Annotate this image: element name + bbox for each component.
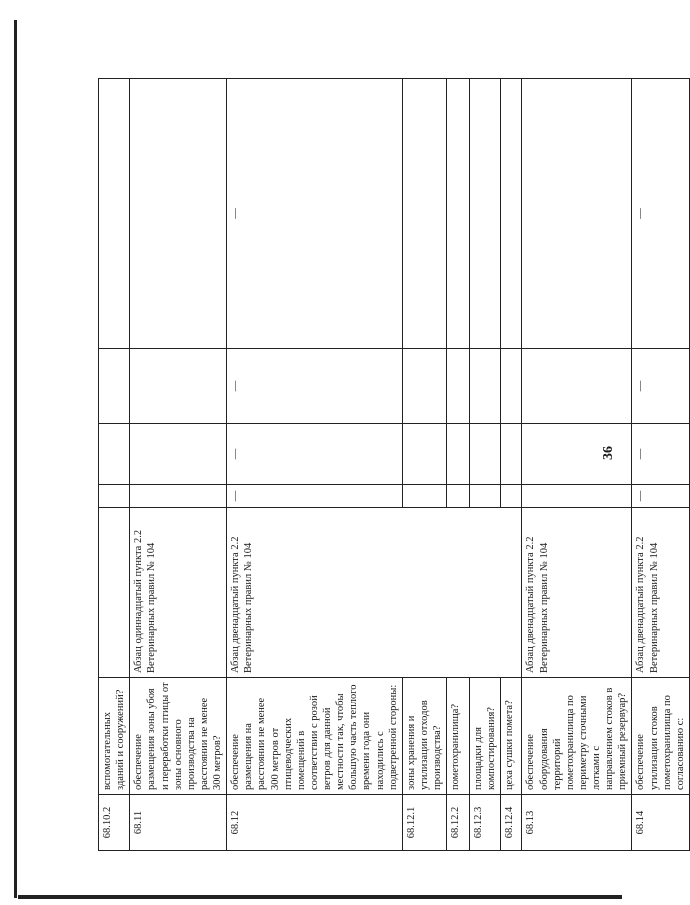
checklist-table — [98, 78, 690, 851]
table-row — [99, 79, 130, 851]
table-row — [501, 79, 522, 851]
table-row — [402, 79, 446, 851]
row-question: обеспечение размещения на расстоянии не менее 300 метров от птицеводческих помещений в соответствии с розой ветров для данной местности так, чтобы большую часть теплого времени года они находились с подветренной стороны: — [227, 678, 403, 795]
answer-cell: — — [632, 485, 690, 508]
note-cell — [470, 79, 501, 349]
row-number: 68.14 — [632, 795, 690, 851]
answer-cell: — — [227, 485, 403, 508]
scan-edge-left — [14, 20, 17, 898]
answer-cell — [470, 424, 501, 485]
answer-cell — [402, 485, 446, 508]
answer-cell: — — [227, 424, 403, 485]
answer-cell — [522, 349, 632, 424]
row-reference: Абзац двенадцатый пункта 2.2 Ветеринарных правил № 104 — [522, 508, 632, 678]
row-question: обеспечение оборудования территорий пометохранилища по периметру сточными лотками с направлением стоков в приемный резервуар? — [522, 678, 632, 795]
table-row — [522, 79, 632, 851]
answer-cell — [130, 485, 227, 508]
row-question: обеспечение размещения зоны убоя и переработки птицы от зоны основного производства на расстоянии не менее 300 метров? — [130, 678, 227, 795]
row-number: 68.10.2 — [99, 795, 130, 851]
note-cell — [447, 79, 470, 349]
answer-cell — [130, 349, 227, 424]
answer-cell — [470, 349, 501, 424]
page-number: 36 — [601, 446, 616, 460]
note-cell: — — [227, 79, 403, 349]
answer-cell — [470, 485, 501, 508]
row-question: обеспечение утилизации стоков пометохранилища по согласованию с: — [632, 678, 690, 795]
row-question: зоны хранения и утилизации отходов производства? — [402, 678, 446, 795]
answer-cell: — — [632, 424, 690, 485]
row-question: пометохранилища? — [447, 678, 470, 795]
answer-cell — [501, 485, 522, 508]
scan-edge-bottom — [18, 895, 622, 899]
row-number: 68.12.3 — [470, 795, 501, 851]
answer-cell — [522, 424, 632, 485]
answer-cell — [447, 485, 470, 508]
row-number: 68.12.2 — [447, 795, 470, 851]
note-cell — [130, 79, 227, 349]
answer-cell — [402, 349, 446, 424]
row-number: 68.12 — [227, 795, 403, 851]
note-cell — [402, 79, 446, 349]
table-row — [227, 79, 403, 851]
answer-cell — [501, 424, 522, 485]
row-number: 68.13 — [522, 795, 632, 851]
answer-cell — [447, 349, 470, 424]
table-row — [130, 79, 227, 851]
answer-cell — [99, 349, 130, 424]
row-question: площадки для компостирования? — [470, 678, 501, 795]
table-row — [470, 79, 501, 851]
answer-cell: — — [227, 349, 403, 424]
note-cell — [501, 79, 522, 349]
answer-cell — [402, 424, 446, 485]
row-question: вспомогательных зданий и сооружений? — [99, 678, 130, 795]
row-reference: Абзац двенадцатый пункта 2.2 Ветеринарных правил № 104 — [632, 508, 690, 678]
note-cell — [522, 79, 632, 349]
answer-cell: — — [632, 349, 690, 424]
row-number: 68.12.4 — [501, 795, 522, 851]
table-row — [632, 79, 690, 851]
answer-cell — [99, 424, 130, 485]
row-reference: Абзац одиннадцатый пункта 2.2 Ветеринарных правил № 104 — [130, 508, 227, 678]
row-number: 68.12.1 — [402, 795, 446, 851]
answer-cell — [99, 485, 130, 508]
answer-cell — [501, 349, 522, 424]
row-number: 68.11 — [130, 795, 227, 851]
row-reference: Абзац двенадцатый пункта 2.2 Ветеринарных правил № 104 — [227, 508, 522, 678]
answer-cell — [130, 424, 227, 485]
row-reference — [99, 508, 130, 678]
answer-cell — [447, 424, 470, 485]
row-question: цеха сушки помета? — [501, 678, 522, 795]
answer-cell — [522, 485, 632, 508]
table-row — [447, 79, 470, 851]
note-cell — [99, 79, 130, 349]
note-cell: — — [632, 79, 690, 349]
